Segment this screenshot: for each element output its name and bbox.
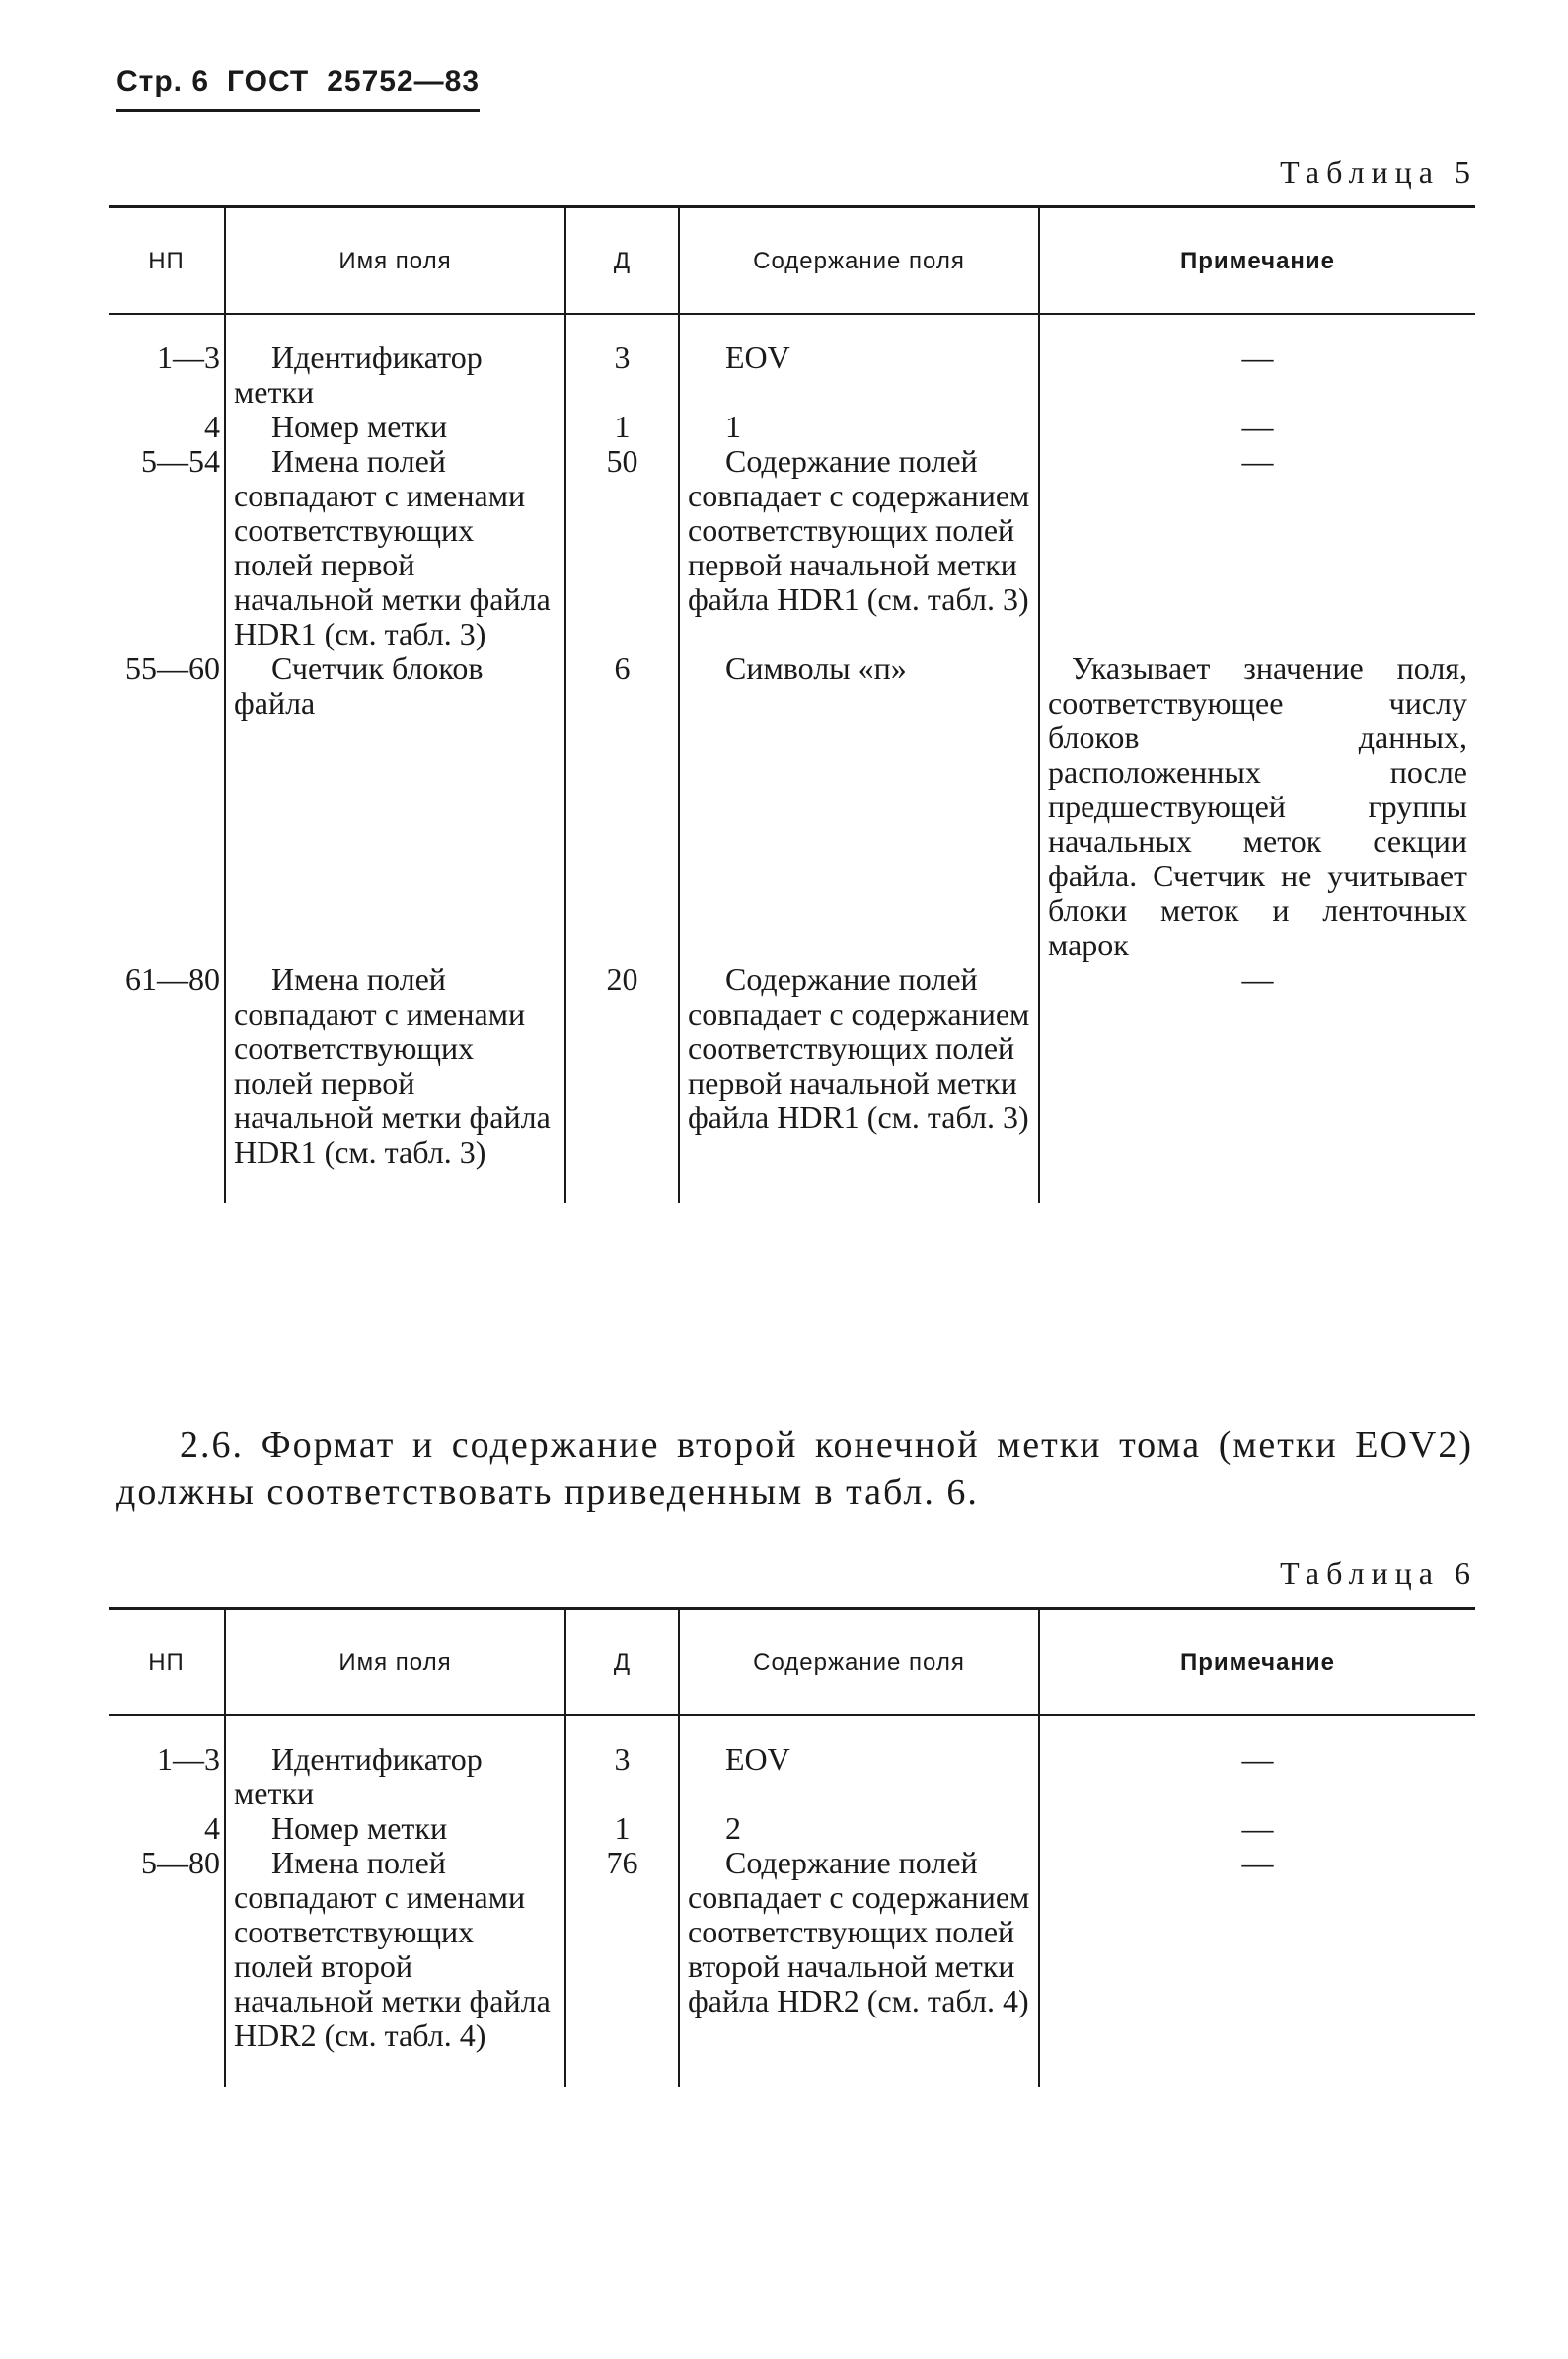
page-number: Стр. 6 [116,65,210,98]
cell-length: 6 [565,651,679,962]
cell-content: 2 [679,1811,1039,1846]
table6-header-content: Содержание поля [679,1609,1039,1716]
cell-content: 1 [679,410,1039,444]
table5 [109,205,1475,1203]
cell-np: 5—54 [141,443,220,479]
cell-length: 3 [565,314,679,410]
cell-content: Содержание полей совпадает с содержанием соответствующих полей первой начальной метки файла HDR1 (см. табл. 3) [679,962,1039,1203]
cell-np: 55—60 [125,650,220,686]
page-header [116,65,480,112]
cell-name: Идентификатор метки [225,1715,565,1811]
cell-length: 3 [565,1715,679,1811]
cell-content: EOV [679,314,1039,410]
cell-note: — [1039,1811,1475,1846]
cell-np: 1—3 [157,340,220,375]
table5-header-name: Имя поля [225,207,565,315]
cell-name: Имена полей совпадают с именами соответствующих полей первой начальной метки файла HDR1 (см. табл. 3) [225,962,565,1203]
table-row [109,1811,1475,1846]
cell-np: 61—80 [125,961,220,997]
standard-number: 25752—83 [327,65,481,98]
cell-name: Имена полей совпадают с именами соответствующих полей второй начальной метки файла HDR2 (см. табл. 4) [225,1846,565,2087]
cell-note: — [1039,1846,1475,2087]
cell-note: — [1039,1715,1475,1811]
table5-header-np: НП [109,207,225,315]
table5-caption: Таблица 5 [1280,154,1477,190]
cell-name: Идентификатор метки [225,314,565,410]
cell-name: Номер метки [225,410,565,444]
cell-length: 76 [565,1846,679,2087]
standard-label: ГОСТ [227,65,310,98]
cell-name: Счетчик блоков файла [225,651,565,962]
table6-header-note: Примечание [1039,1609,1475,1716]
table-row [109,314,1475,410]
cell-name: Имена полей совпадают с именами соответствующих полей первой начальной метки файла HDR1 (см. табл. 3) [225,444,565,651]
cell-length: 50 [565,444,679,651]
table6-caption: Таблица 6 [1280,1556,1477,1591]
cell-note: — [1039,444,1475,651]
table-row [109,1715,1475,1811]
cell-content: Содержание полей совпадает с содержанием соответствующих полей второй начальной метки файла HDR2 (см. табл. 4) [679,1846,1039,2087]
cell-np: 5—80 [141,1845,220,1880]
table-row [109,410,1475,444]
table6-header-name: Имя поля [225,1609,565,1716]
cell-np: 4 [204,1810,220,1846]
table6 [109,1607,1475,2087]
table-row [109,651,1475,962]
table5-header-content: Содержание поля [679,207,1039,315]
cell-note: — [1039,962,1475,1203]
cell-length: 1 [565,1811,679,1846]
table6-header-length: Д [565,1609,679,1716]
cell-note: — [1039,410,1475,444]
cell-length: 20 [565,962,679,1203]
cell-content: EOV [679,1715,1039,1811]
table-row [109,1846,1475,2087]
table5-header-length: Д [565,207,679,315]
cell-note: — [1039,314,1475,410]
cell-name: Номер метки [225,1811,565,1846]
table-row [109,962,1475,1203]
cell-content: Содержание полей совпадает с содержанием соответствующих полей первой начальной метки файла HDR1 (см. табл. 3) [679,444,1039,651]
cell-np: 4 [204,409,220,444]
cell-np: 1—3 [157,1741,220,1777]
cell-content: Символы «п» [679,651,1039,962]
table6-header-np: НП [109,1609,225,1716]
table5-header-row [109,207,1475,315]
section-paragraph [116,1421,1473,1516]
table6-header-row [109,1609,1475,1716]
table5-header-note: Примечание [1039,207,1475,315]
cell-note: Указывает значение поля, соответствующее числу блоков данных, расположенных после предшествующей группы начальных меток секции файла. Счетчик не учитывает блоки меток и ленточных марок [1039,651,1475,962]
paragraph-text: 2.6. Формат и содержание второй конечной метки тома (метки EOV2) должны соответствовать приведенным в табл. 6. [116,1424,1473,1513]
table-row [109,444,1475,651]
cell-length: 1 [565,410,679,444]
